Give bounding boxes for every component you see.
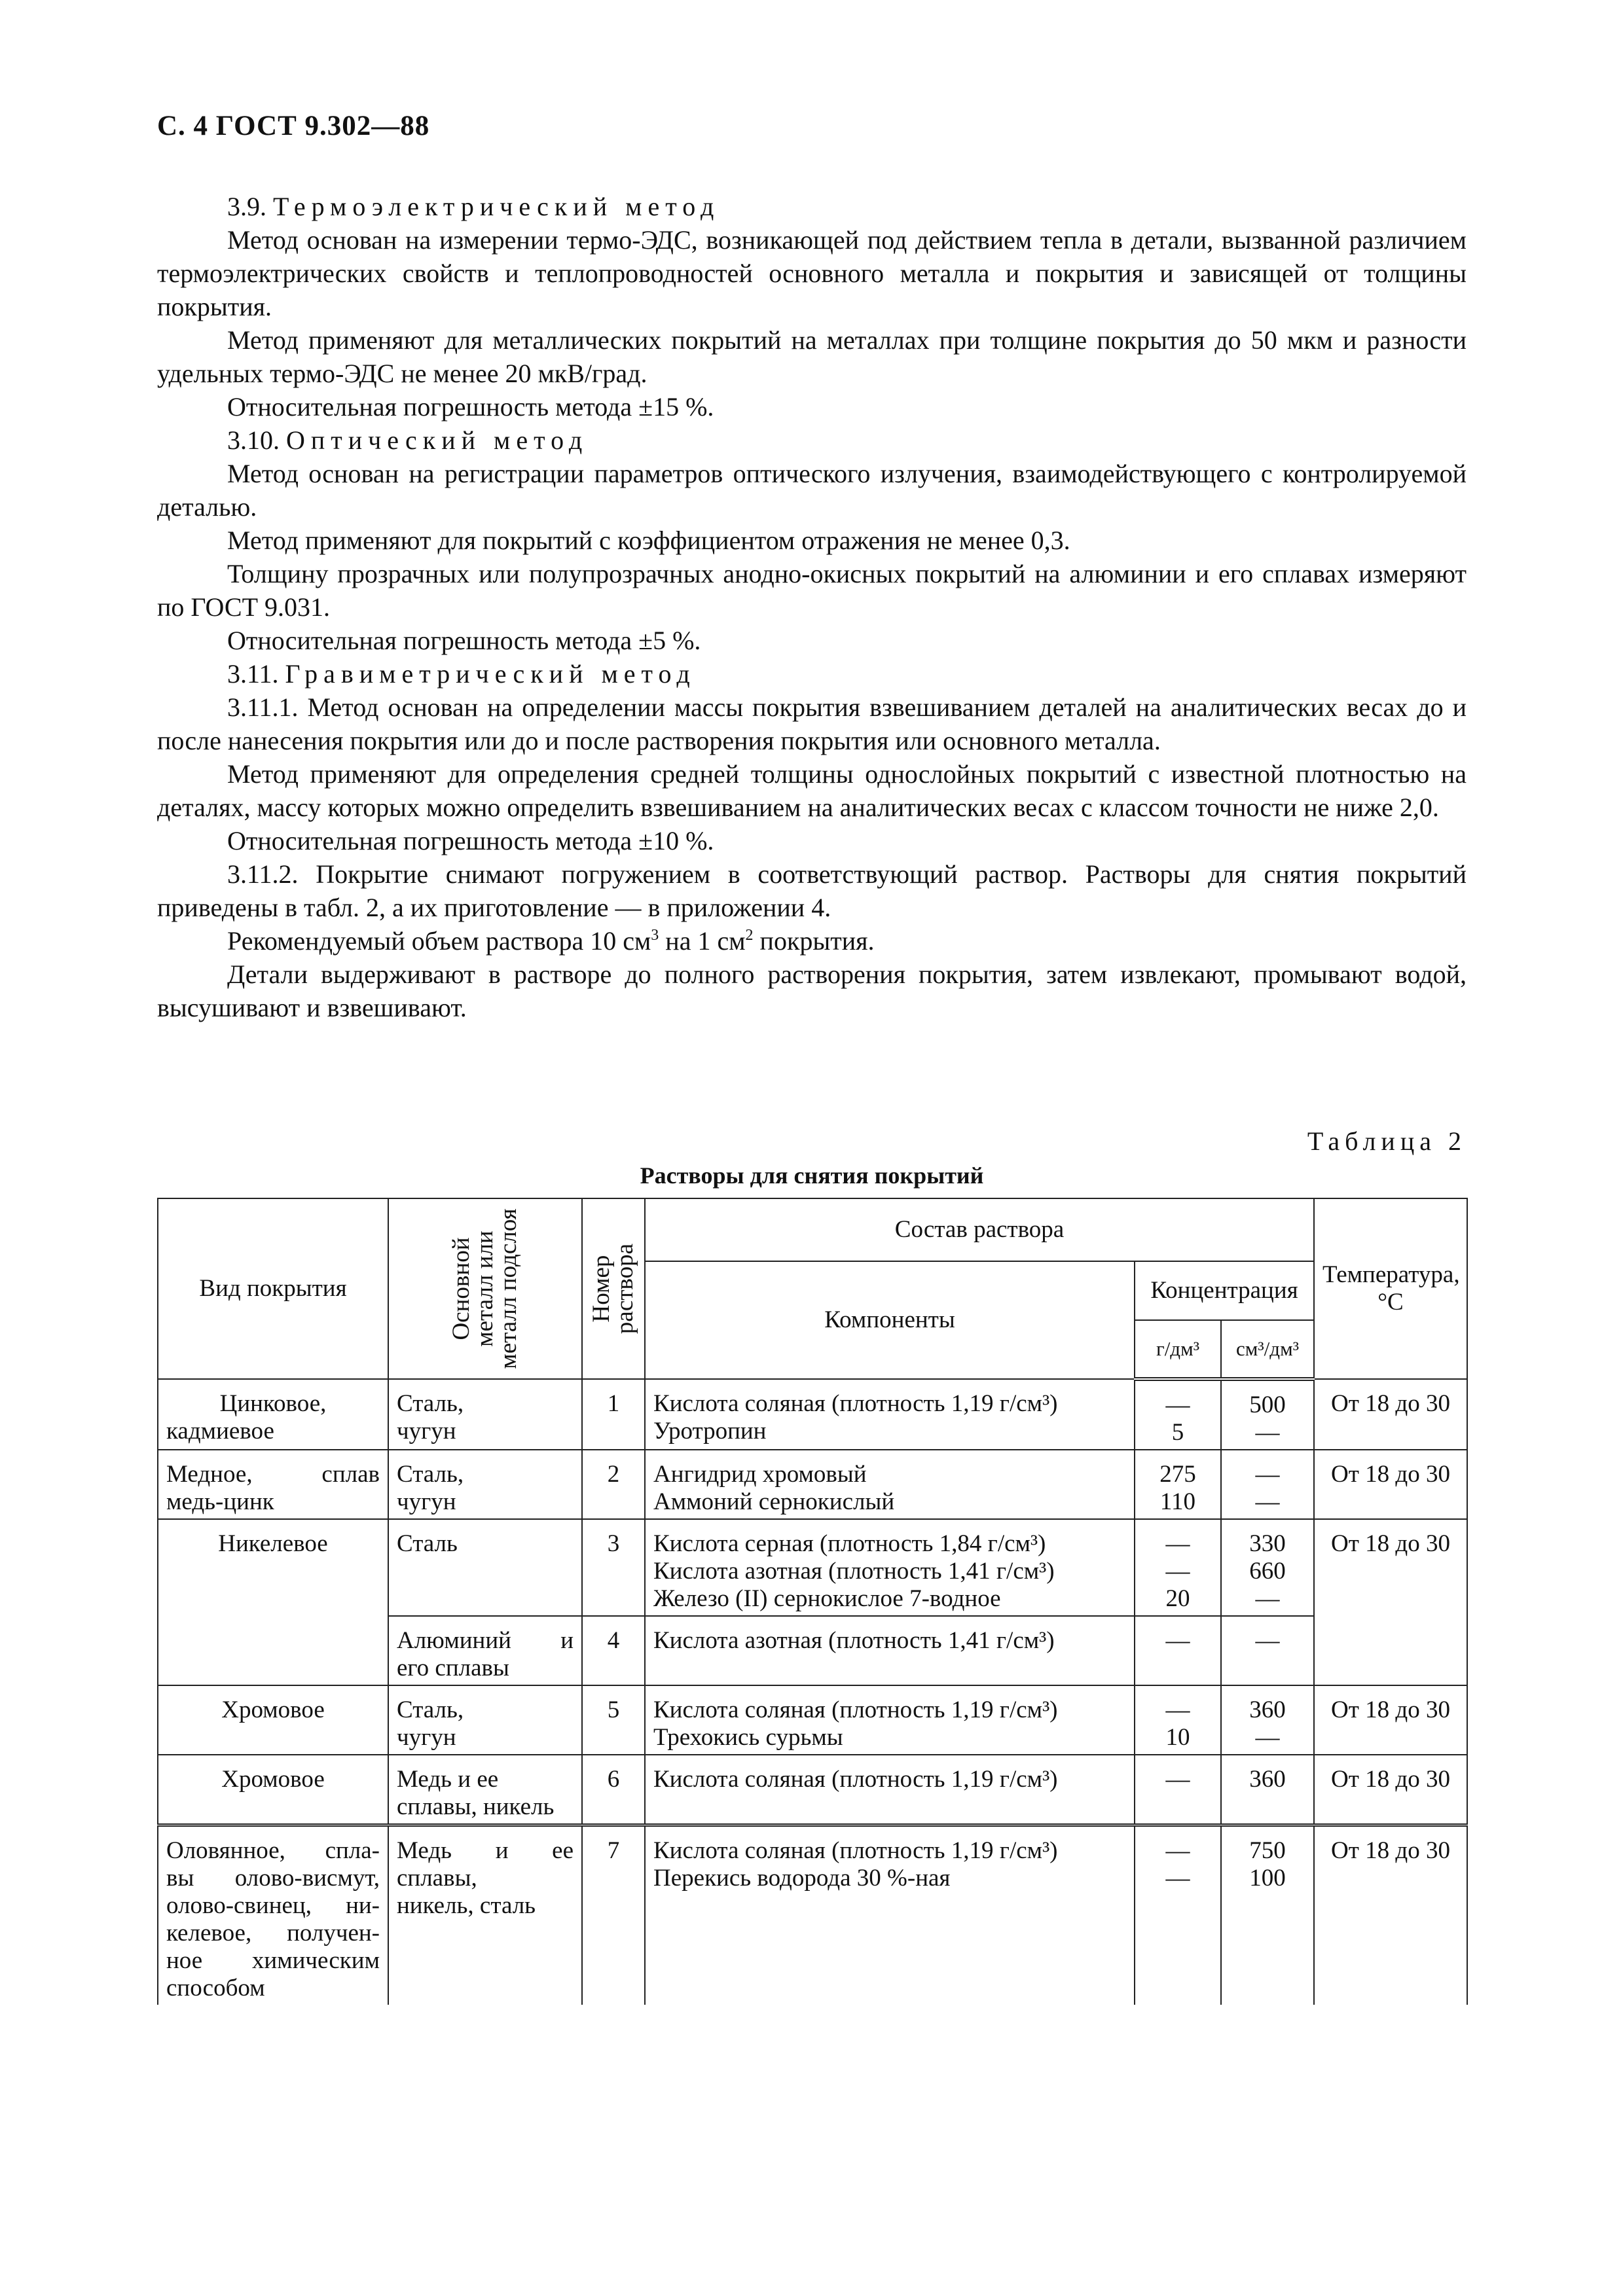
cell-text: келевое, получен- bbox=[166, 1920, 380, 1946]
superscript: 2 bbox=[745, 927, 754, 944]
cell-text: вы олово-висмут, bbox=[166, 1865, 380, 1892]
cell-text: сплавы, никель bbox=[397, 1793, 555, 1820]
cell-text: Кислота соляная (плотность 1,19 г/см³) bbox=[653, 1837, 1058, 1864]
cell-text: Хромовое bbox=[221, 1696, 325, 1723]
cell-text: Сталь, bbox=[397, 1461, 464, 1488]
cell-text: Кислота азотная (плотность 1,41 г/см³) bbox=[653, 1558, 1055, 1585]
superscript: 3 bbox=[651, 927, 659, 944]
cell-text: — bbox=[1165, 1766, 1190, 1793]
cell-text: 110 bbox=[1159, 1488, 1196, 1515]
section-number: 3.9. bbox=[227, 192, 266, 221]
section-heading-3-10 bbox=[157, 423, 1467, 457]
table-title: Растворы для снятия покрытий bbox=[640, 1162, 984, 1189]
cell-text: 360 bbox=[1249, 1696, 1286, 1723]
cell-temperature: От 18 до 30 bbox=[1314, 1825, 1467, 2005]
cell-text: Кислота соляная (плотность 1,19 г/см³) bbox=[653, 1766, 1058, 1793]
cell-text: чугун bbox=[397, 1724, 456, 1751]
cell-text: Уротропин bbox=[653, 1418, 767, 1444]
header-g-per-dm3: г/дм³ bbox=[1135, 1320, 1221, 1379]
section-title: Термоэлектрический метод bbox=[273, 192, 720, 221]
cell-cm bbox=[1221, 1755, 1314, 1825]
cell-text: — bbox=[1165, 1837, 1190, 1864]
cell-text: 660 bbox=[1249, 1558, 1286, 1585]
cell-temperature: От 18 до 30 bbox=[1314, 1379, 1467, 1450]
cell-base bbox=[388, 1450, 582, 1519]
cell-g bbox=[1135, 1685, 1221, 1755]
cell-number: 3 bbox=[582, 1519, 645, 1616]
table-row bbox=[158, 1755, 1467, 1825]
cell-text: — bbox=[1255, 1585, 1280, 1612]
header-coating: Вид покрытия bbox=[158, 1198, 388, 1379]
cell-number: 6 bbox=[582, 1755, 645, 1825]
cell-text: — bbox=[1255, 1724, 1280, 1751]
cell-text: способом bbox=[166, 1975, 265, 2001]
cell-text: чугун bbox=[397, 1418, 456, 1444]
cell-text: Трехокись сурьмы bbox=[653, 1724, 843, 1751]
cell-g bbox=[1135, 1450, 1221, 1519]
cell-text: — bbox=[1165, 1865, 1190, 1892]
cell-text: 500 bbox=[1249, 1391, 1286, 1418]
paragraph: 3.11.1. Метод основан на определении массы покрытия взвешиванием деталей на аналитических весах до и после нанесения покрытия или до и после растворения покрытия или основного металла. bbox=[157, 692, 1467, 755]
cell-g bbox=[1135, 1825, 1221, 2005]
text-run: Рекомендуемый объем раствора 10 см bbox=[227, 926, 651, 956]
cell-text: его сплавы bbox=[397, 1655, 509, 1681]
cell-number: 7 bbox=[582, 1825, 645, 2005]
cell-text: — bbox=[1255, 1419, 1280, 1446]
cell-coating bbox=[158, 1825, 388, 2005]
cell-text: 360 bbox=[1249, 1766, 1286, 1793]
section-number: 3.11. bbox=[227, 659, 279, 689]
cell-components bbox=[645, 1755, 1135, 1825]
paragraph: Метод основан на измерении термо-ЭДС, возникающей под действием тепла в детали, вызванной различием термоэлектрических свойств и теплопроводностей основного металла и покрытия и зависящей от толщины покрытия. bbox=[157, 225, 1467, 321]
cell-text: 10 bbox=[1165, 1724, 1190, 1751]
cell-text: Перекись водорода 30 %-ная bbox=[653, 1865, 951, 1892]
cell-text: Медное, сплав bbox=[166, 1461, 380, 1488]
cell-number: 2 bbox=[582, 1450, 645, 1519]
paragraph bbox=[157, 924, 1467, 958]
cell-text: 330 bbox=[1249, 1530, 1286, 1557]
cell-text: Сталь, bbox=[397, 1696, 464, 1723]
table-row bbox=[158, 1825, 1467, 2005]
cell-text: Оловянное, спла- bbox=[166, 1837, 380, 1864]
cell-components bbox=[645, 1379, 1135, 1450]
cell-text: Никелевое bbox=[218, 1530, 328, 1557]
solutions-table bbox=[157, 1198, 1468, 2005]
cell-text: 5 bbox=[1171, 1419, 1184, 1446]
cell-text: Железо (II) сернокислое 7-водное bbox=[653, 1585, 1001, 1612]
table-row bbox=[158, 1519, 1467, 1616]
cell-coating bbox=[158, 1755, 388, 1825]
cell-g bbox=[1135, 1755, 1221, 1825]
header-concentration: Концентрация bbox=[1135, 1261, 1314, 1320]
cell-text: Кислота азотная (плотность 1,41 г/см³) bbox=[653, 1627, 1055, 1654]
cell-text: Кислота серная (плотность 1,84 г/см³) bbox=[653, 1530, 1046, 1557]
cell-text: 20 bbox=[1165, 1585, 1190, 1612]
cell-text: Аммоний сернокислый bbox=[653, 1488, 895, 1515]
cell-cm bbox=[1221, 1825, 1314, 2005]
cell-components bbox=[645, 1616, 1135, 1685]
header-cm3-per-dm3: см³/дм³ bbox=[1221, 1320, 1314, 1379]
cell-components bbox=[645, 1685, 1135, 1755]
paragraph: Детали выдерживают в растворе до полного растворения покрытия, затем извлекают, промывают водой, высушивают и взвешивают. bbox=[157, 960, 1467, 1022]
text-run: на 1 см bbox=[659, 926, 746, 956]
cell-coating bbox=[158, 1685, 388, 1755]
section-heading-3-11 bbox=[157, 657, 1467, 691]
cell-cm bbox=[1221, 1379, 1314, 1450]
table-caption: Таблица 2 bbox=[1307, 1126, 1467, 1156]
cell-number: 5 bbox=[582, 1685, 645, 1755]
cell-text: — bbox=[1165, 1558, 1190, 1585]
cell-coating bbox=[158, 1379, 388, 1450]
header-components: Компоненты bbox=[645, 1261, 1135, 1379]
cell-number: 1 bbox=[582, 1379, 645, 1450]
header-number bbox=[582, 1198, 645, 1379]
cell-text: — bbox=[1165, 1627, 1190, 1654]
cell-number: 4 bbox=[582, 1616, 645, 1685]
cell-text: Ангидрид хромовый bbox=[653, 1461, 867, 1488]
paragraph: 3.11.2. Покрытие снимают погружением в соответствующий раствор. Растворы для снятия покрытий приведены в табл. 2, а их приготовление — в приложении 4. bbox=[157, 859, 1467, 922]
cell-cm bbox=[1221, 1685, 1314, 1755]
cell-components bbox=[645, 1519, 1135, 1616]
text-run: покрытия. bbox=[753, 926, 875, 956]
cell-text: 100 bbox=[1249, 1865, 1286, 1892]
cell-text: — bbox=[1165, 1391, 1190, 1418]
cell-text: — bbox=[1255, 1627, 1280, 1654]
section-heading-3-9 bbox=[157, 190, 1467, 223]
cell-components bbox=[645, 1450, 1135, 1519]
body-text bbox=[157, 190, 1467, 1024]
cell-base bbox=[388, 1685, 582, 1755]
cell-text: Хромовое bbox=[221, 1766, 325, 1793]
cell-text: Алюминий и bbox=[397, 1627, 574, 1654]
header-number-label: Номер раствора bbox=[588, 1243, 638, 1335]
cell-base bbox=[388, 1825, 582, 2005]
paragraph: Относительная погрешность метода ±10 %. bbox=[227, 826, 714, 855]
cell-text: — bbox=[1255, 1461, 1280, 1488]
cell-temperature: От 18 до 30 bbox=[1314, 1755, 1467, 1825]
cell-cm bbox=[1221, 1450, 1314, 1519]
paragraph: Относительная погрешность метода ±5 %. bbox=[227, 626, 701, 655]
cell-text: ное химическим bbox=[166, 1947, 380, 1974]
table-row bbox=[158, 1685, 1467, 1755]
cell-text: — bbox=[1165, 1696, 1190, 1723]
cell-g bbox=[1135, 1519, 1221, 1616]
cell-cm bbox=[1221, 1616, 1314, 1685]
page-header: С. 4 ГОСТ 9.302—88 bbox=[157, 111, 430, 141]
paragraph: Толщину прозрачных или полупрозрачных анодно-окисных покрытий на алюминии и его сплавах измеряют по ГОСТ 9.031. bbox=[157, 559, 1467, 622]
cell-text: 750 bbox=[1249, 1837, 1286, 1864]
cell-coating bbox=[158, 1519, 388, 1685]
cell-coating bbox=[158, 1450, 388, 1519]
cell-cm bbox=[1221, 1519, 1314, 1616]
cell-text: 275 bbox=[1159, 1461, 1196, 1488]
cell-text: Сталь, bbox=[397, 1390, 464, 1417]
cell-text: — bbox=[1165, 1530, 1190, 1557]
header-base-metal bbox=[388, 1198, 582, 1379]
cell-text: Кислота соляная (плотность 1,19 г/см³) bbox=[653, 1696, 1058, 1723]
paragraph: Метод применяют для металлических покрытий на металлах при толщине покрытия до 50 мкм и разности удельных термо-ЭДС не менее 20 мкВ/град. bbox=[157, 325, 1467, 388]
header-base-metal-label: Основной металл или металл подслоя bbox=[448, 1208, 522, 1369]
cell-temperature: От 18 до 30 bbox=[1314, 1519, 1467, 1685]
paragraph: Метод применяют для покрытий с коэффициентом отражения не менее 0,3. bbox=[227, 526, 1070, 555]
cell-text: Медь и ее bbox=[397, 1837, 574, 1864]
cell-text: никель, сталь bbox=[397, 1892, 536, 1919]
cell-base bbox=[388, 1755, 582, 1825]
cell-g bbox=[1135, 1616, 1221, 1685]
cell-text: — bbox=[1255, 1488, 1280, 1515]
cell-text: Медь и ее bbox=[397, 1766, 499, 1793]
cell-text: чугун bbox=[397, 1488, 456, 1515]
table-row bbox=[158, 1450, 1467, 1519]
cell-base bbox=[388, 1519, 582, 1616]
cell-base bbox=[388, 1616, 582, 1685]
cell-g bbox=[1135, 1379, 1221, 1450]
cell-temperature: От 18 до 30 bbox=[1314, 1450, 1467, 1519]
cell-text: Цинковое, bbox=[219, 1390, 327, 1417]
cell-text: Кислота соляная (плотность 1,19 г/см³) bbox=[653, 1390, 1058, 1417]
paragraph: Метод основан на регистрации параметров оптического излучения, взаимодействующего с контролируемой деталью. bbox=[157, 459, 1467, 522]
cell-text: олово-свинец, ни- bbox=[166, 1892, 380, 1919]
cell-base bbox=[388, 1379, 582, 1450]
section-title: Гравиметрический метод bbox=[285, 659, 696, 689]
cell-text: медь-цинк bbox=[166, 1488, 274, 1515]
cell-text: кадмиевое bbox=[166, 1418, 274, 1444]
cell-temperature: От 18 до 30 bbox=[1314, 1685, 1467, 1755]
paragraph: Метод применяют для определения средней толщины однослойных покрытий с известной плотностью на деталях, массу которых можно определить взвешиванием на аналитических весах с классом точности не ниже 2,0. bbox=[157, 759, 1467, 822]
header-composition: Состав раствора bbox=[645, 1198, 1314, 1261]
cell-components bbox=[645, 1825, 1135, 2005]
section-title: Оптический метод bbox=[286, 425, 589, 455]
header-temperature: Температура, °С bbox=[1314, 1198, 1467, 1379]
cell-text: сплавы, bbox=[397, 1865, 477, 1892]
cell-text: Сталь bbox=[397, 1530, 458, 1557]
table-row bbox=[158, 1379, 1467, 1450]
section-number: 3.10. bbox=[227, 425, 280, 455]
paragraph: Относительная погрешность метода ±15 %. bbox=[227, 392, 714, 422]
